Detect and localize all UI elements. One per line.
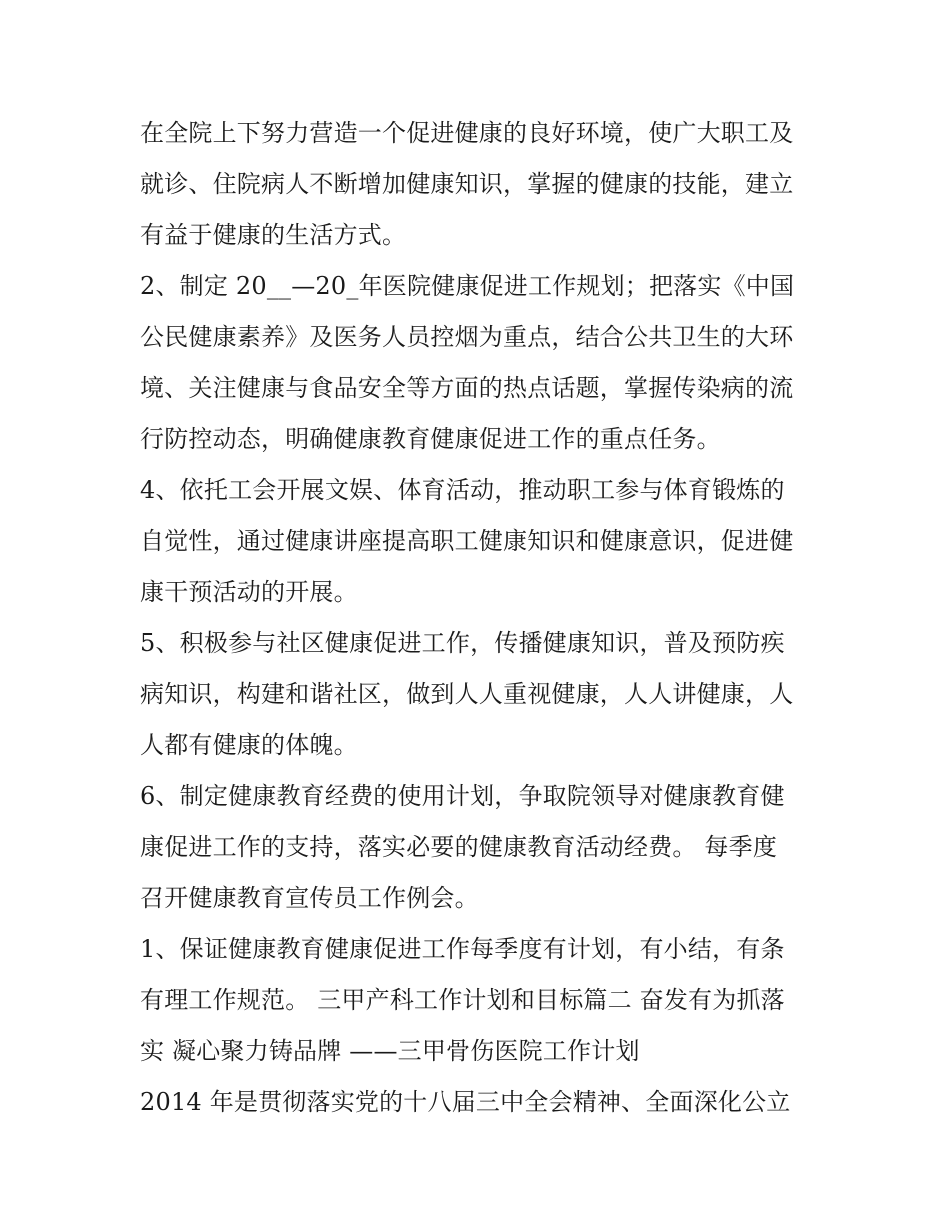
text-line: 5、积极参与社区健康促进工作，传播健康知识，普及预防疾 — [140, 629, 785, 657]
text-line: 有理工作规范。 三甲产科工作计划和目标篇二 奋发有为抓落 — [140, 986, 785, 1014]
text-line: 行防控动态，明确健康教育健康促进工作的重点任务。 — [140, 425, 721, 453]
text-line: 公民健康素养》及医务人员控烟为重点，结合公共卫生的大环 — [140, 323, 794, 351]
text-line: 就诊、住院病人不断增加健康知识，掌握的健康的技能，建立 — [140, 170, 794, 198]
text-line: 康干预活动的开展。 — [140, 578, 358, 606]
text-line: 2、制定 20__—20_年医院健康促进工作规划；把落实《中国 — [140, 272, 795, 300]
text-line: 境、关注健康与食品安全等方面的热点话题，掌握传染病的流 — [140, 374, 794, 402]
text-line: 2014 年是贯彻落实党的十八届三中全会精神、全面深化公立 — [140, 1088, 791, 1116]
document-body — [140, 108, 820, 1128]
text-line: 人都有健康的体魄。 — [140, 731, 358, 759]
text-line: 病知识，构建和谐社区，做到人人重视健康，人人讲健康，人 — [140, 680, 794, 708]
text-line: 实 凝心聚力铸品牌 ——三甲骨伤医院工作计划 — [140, 1037, 640, 1065]
text-line: 康促进工作的支持，落实必要的健康教育活动经费。 每季度 — [140, 833, 778, 861]
text-line: 6、制定健康教育经费的使用计划，争取院领导对健康教育健 — [140, 782, 785, 810]
text-line: 4、依托工会开展文娱、体育活动，推动职工参与体育锻炼的 — [140, 476, 785, 504]
text-line: 有益于健康的生活方式。 — [140, 221, 407, 249]
text-line: 召开健康教育宣传员工作例会。 — [140, 884, 479, 912]
text-line: 自觉性，通过健康讲座提高职工健康知识和健康意识，促进健 — [140, 527, 794, 555]
text-line: 1、保证健康教育健康促进工作每季度有计划，有小结，有条 — [140, 935, 785, 963]
text-line: 在全院上下努力营造一个促进健康的良好环境，使广大职工及 — [140, 119, 794, 147]
